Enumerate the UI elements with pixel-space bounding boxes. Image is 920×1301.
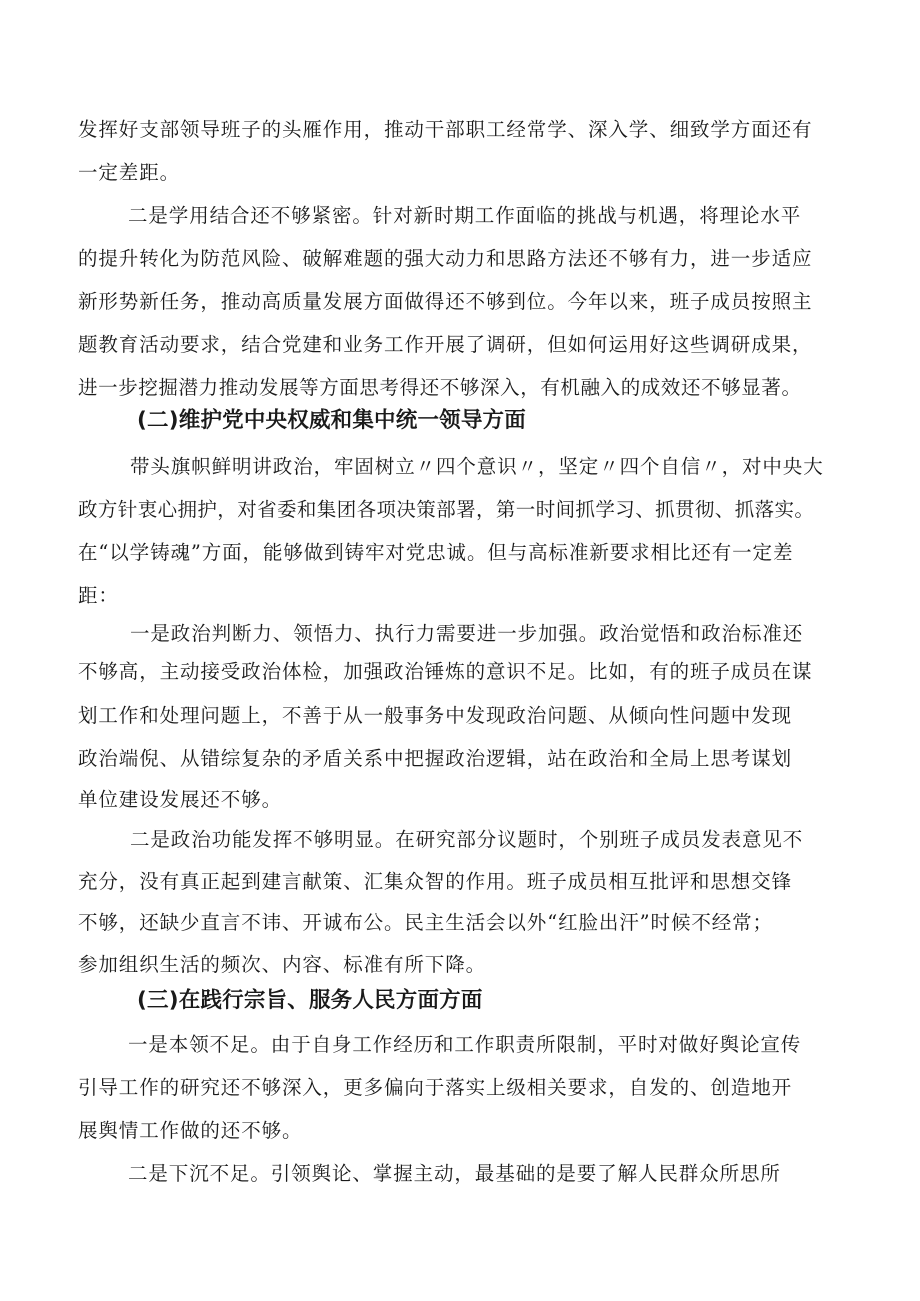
body-text-line: 新形势新任务，推动高质量发展方面做得还不够到位。今年以来，班子成员按照主: [78, 290, 813, 313]
body-text-line: 划工作和处理问题上，不善于从一般事务中发现政治问题、从倾向性问题中发现: [78, 704, 793, 727]
body-text-line: 题教育活动要求，结合党建和业务工作开展了调研，但如何运用好这些调研成果，: [78, 333, 813, 356]
body-text-line: 充分，没有真正起到建言献策、汇集众智的作用。班子成员相互批评和思想交锋: [78, 870, 793, 893]
paragraph-first-line: 二是政治功能发挥不够明显。在研究部分议题时，个别班子成员发表意见不: [130, 828, 804, 851]
body-text-line: 不够高，主动接受政治体检，加强政治锤炼的意识不足。比如，有的班子成员在谋: [78, 660, 813, 683]
body-text-line: 进一步挖掘潜力推动发展等方面思考得还不够深入，有机融入的成效还不够显著。: [78, 376, 802, 399]
paragraph-first-line: 一是本领不足。由于自身工作经历和工作职责所限制，平时对做好舆论宣传: [128, 1033, 802, 1056]
body-text-line: 距：: [78, 584, 119, 607]
paragraph-first-line: 二是下沉不足。引领舆论、掌握主动，最基础的是要了解人民群众所思所: [128, 1162, 781, 1185]
body-text-line: 政治端倪、从错综复杂的矛盾关系中把握政治逻辑，站在政治和全局上思考谋划: [78, 747, 793, 770]
body-text-line: 的提升转化为防范风险、破解难题的强大动力和思路方法还不够有力，进一步适应: [78, 247, 813, 270]
body-text-line: 参加组织生活的频次、内容、标准有所下降。: [78, 953, 487, 976]
body-text-line: 单位建设发展还不够。: [78, 788, 283, 811]
body-text-line: 展舆情工作做的还不够。: [78, 1119, 303, 1142]
section-heading-3: (三)在践行宗旨、服务人民方面方面: [137, 988, 483, 1013]
body-text-line: 在“以学铸魂”方面，能够做到铸牢对党忠诚。但与高标准新要求相比还有一定差: [78, 541, 794, 564]
body-text-line: 一定差距。: [78, 161, 181, 184]
paragraph-first-line: 一是政治判断力、领悟力、执行力需要进一步加强。政治觉悟和政治标准还: [130, 622, 804, 645]
body-text-line: 发挥好支部领导班子的头雁作用，推动干部职工经常学、深入学、细致学方面还有: [78, 118, 813, 141]
body-text-line: 政方针衷心拥护，对省委和集团各项决策部署，第一时间抓学习、抓贯彻、抓落实。: [78, 498, 815, 521]
body-text-line: 引导工作的研究还不够深入，更多偏向于落实上级相关要求，自发的、创造地开: [78, 1076, 793, 1099]
section-heading-2: (二)维护党中央权威和集中统一领导方面: [137, 408, 526, 433]
body-text-line: 不够，还缺少直言不讳、开诚布公。民主生活会以外“红脸出汗”时候不经常；: [78, 911, 773, 934]
paragraph-first-line: 带头旗帜鲜明讲政治，牢固树立〃四个意识〃，坚定〃四个自信〃，对中央大: [130, 455, 824, 478]
paragraph-first-line: 二是学用结合还不够紧密。针对新时期工作面临的挑战与机遇，将理论水平: [128, 204, 802, 227]
